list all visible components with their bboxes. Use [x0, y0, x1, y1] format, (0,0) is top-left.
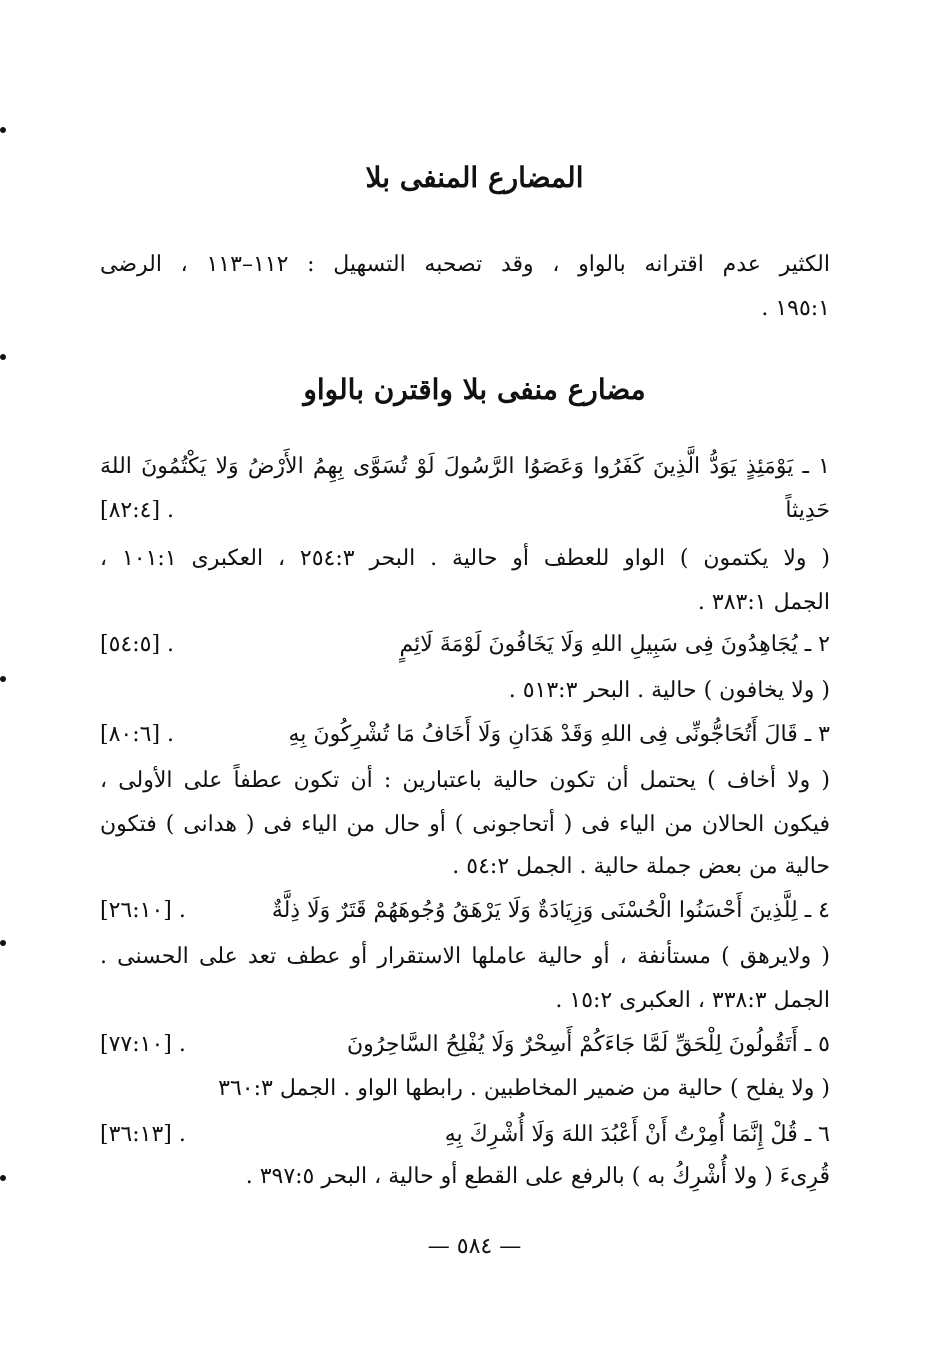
verse-reference: [٨٠:٦] .	[100, 722, 175, 747]
commentary-line: الجمل ٣٨٣:١ .	[697, 590, 830, 615]
scan-mark	[0, 127, 6, 133]
intro-line: الكثير عدم اقترانه بالواو ، وقد تصحبه التسهيل : ١١٢–١١٣ ، الرضى	[100, 252, 830, 277]
subsection-title: مضارع منفى بلا واقترن بالواو	[303, 373, 646, 406]
verse-line: ١ ـ يَوْمَئِذٍ يَوَدُّ الَّذِينَ كَفَرُوا وَعَصَوُا الرَّسُولَ لَوْ تُسَوَّى بِهِمُ الأَرْضُ وَلا يَكْتُمُونَ اللهَ	[100, 454, 830, 479]
verse-reference: [٥٤:٥] .	[100, 632, 175, 657]
verse-line: ٤ ـ لِلَّذِينَ أَحْسَنُوا الْحُسْنَى وَزِيَادَةٌ وَلَا يَرْهَقُ وُجُوهَهُمْ قَتَرٌ وَلَا ذِلَّةٌ	[271, 898, 830, 923]
verse-line: حَدِيثاً	[785, 498, 830, 523]
verse-reference: [٢٦:١٠] .	[100, 898, 186, 923]
scan-mark	[0, 354, 6, 360]
commentary-line: فيكون الحالان من الياء فى ( أتحاجونى ) أو حال من الياء فى ( هدانى ) فتكون	[100, 812, 830, 837]
commentary-line: الجمل ٣٣٨:٣ ، العكبرى ١٥:٢ .	[555, 988, 830, 1013]
verse-reference: [٧٧:١٠] .	[100, 1032, 186, 1057]
scan-mark	[0, 1175, 6, 1181]
verse-reference: [٨٢:٤] .	[100, 498, 175, 523]
verse-reference: [٣٦:١٣] .	[100, 1122, 186, 1147]
scan-mark	[0, 940, 6, 946]
verse-line: ٥ ـ أَتَقُولُونَ لِلْحَقِّ لَمَّا جَاءَكُمْ أَسِحْرٌ وَلَا يُفْلِحُ السَّاحِرُونَ	[346, 1032, 830, 1057]
commentary-line: ( ولا يكتمون ) الواو للعطف أو حالية . البحر ٢٥٤:٣ ، العكبرى ١٠١:١ ،	[100, 546, 831, 571]
verse-line: ٦ ـ قُلْ إِنَّمَا أُمِرْتُ أَنْ أَعْبُدَ اللهَ وَلَا أُشْرِكَ بِهِ	[444, 1122, 830, 1147]
commentary-line: ( ولا يفلح ) حالية من ضمير المخاطبين . رابطها الواو . الجمل ٣٦٠:٣	[218, 1076, 830, 1101]
commentary-line: قُرِىءَ ( ولا أُشْرِكُ به ) بالرفع على القطع أو حالية ، البحر ٣٩٧:٥ .	[245, 1164, 830, 1189]
section-title: المضارع المنفى بلا	[365, 161, 584, 194]
commentary-line: ( ولايرهق ) مستأنفة ، أو حالية عاملها الاستقرار أو عطف تعد على الحسنى .	[100, 944, 830, 969]
page-number: — ٥٨٤ —	[427, 1234, 522, 1259]
verse-line: ٢ ـ يُجَاهِدُونَ فِى سَبِيلِ اللهِ وَلَا يَخَافُونَ لَوْمَةَ لَائِمٍ	[399, 632, 830, 657]
commentary-line: حالية من بعض جملة حالية . الجمل ٥٤:٢ .	[452, 854, 830, 879]
commentary-line: ( ولا أخاف ) يحتمل أن تكون حالية باعتبارين : أن تكون عطفاً على الأولى ،	[100, 768, 830, 793]
commentary-line: ( ولا يخافون ) حالية . البحر ٥١٣:٣ .	[508, 678, 830, 703]
scan-mark	[0, 676, 6, 682]
verse-line: ٣ ـ قَالَ أَتُحَاجُّونِّى فِى اللهِ وَقَدْ هَدَانِ وَلَا أَخَافُ مَا تُشْرِكُونَ بِهِ	[288, 722, 830, 747]
intro-line: ١٩٥:١ .	[761, 296, 830, 321]
